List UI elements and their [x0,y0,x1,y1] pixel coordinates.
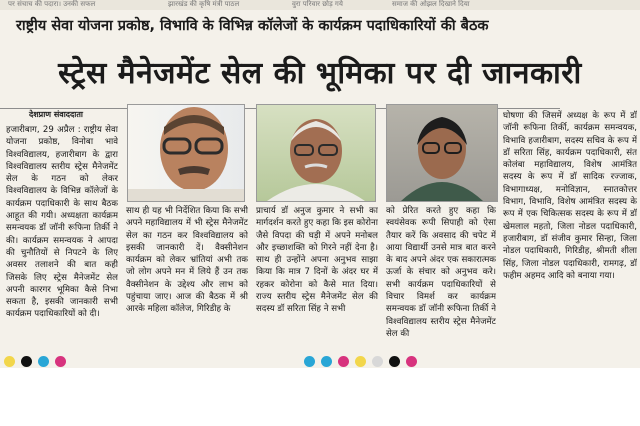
registration-dot [4,356,15,367]
column-3-text: प्राचार्य डॉ अनुज कुमार ने सभी का मार्गदर्शन करते हुए कहा कि इस कोरोना जैसे विपदा की घड़ी में अपने मनोबल और इच्छाशक्ति को गिरने नहीं देना है। साथ ही उन्होंने अपना अनुभव साझा किया कि मात्र 7 दिनों के अंदर घर में रहकर कोरोना को कैसे मात दिया। राज्य स्तरीय स्ट्रेस मैनेजमेंट सेल की सदस्य डॉ सरिता सिंह ने सभी [256,206,378,315]
registration-dot [55,356,66,367]
photo-portrait-man-glasses [127,104,245,202]
strip-text-left: पर संचाच की पदारा। उनकी सफल [8,0,96,8]
article-kicker [0,12,640,40]
registration-dot [406,356,417,367]
previous-article-strip [0,0,640,10]
column-2-text: साथ ही यह भी निर्देशित किया कि सभी अपने महाविद्यालय में भी स्ट्रेस मैनेजमेंट सेल का गठन कर विश्वविद्यालय को इसकी जानकारी दें। वैक्सीनेशन कार्यक्रम को लेकर भ्रांतियां अभी तक जो लोग अपने मन में लिये हैं उन तक वैक्सीनेशन के उद्देश्य और लाभ को पहुंचाया जाए। आज की बैठक में श्री आरके महिला कॉलेज, गिरिडीह के [126,206,248,315]
article-column-4 [386,205,496,356]
registration-dot [338,356,349,367]
strip-text-mid: झारखंड की कृषि मंत्री पाठल [168,0,240,8]
photo-portrait-elderly-man [256,104,376,202]
article-column-5 [503,110,637,356]
page-bottom-margin [0,368,640,426]
registration-dot [38,356,49,367]
registration-marks-right [304,356,417,367]
strip-text-mid2: वुरा परिवार छोड़ गये [292,0,343,8]
photo-portrait-woman-glasses [386,104,498,202]
article-column-3 [256,205,378,356]
registration-marks-left [4,356,66,367]
registration-dot [321,356,332,367]
column-5-text: घोषणा की जिसमें अध्यक्ष के रूप में डॉ जॉनी रूफिना तिर्की, कार्यक्रम समन्वयक, विभावि हजारीबाग, सदस्य सचिव के रूप में डॉ सरिता सिंह, कार्यक्रम पदाधिकारी, संत कोलंबा महाविद्यालय, विशेष आमंत्रित सदस्य के रूप में डॉ सादिक रज्जाक, विभागाध्यक्ष, मनोविज्ञान, स्नातकोत्तर विभाग, विभावि, विशेष आमंत्रित सदस्य के रूप में एक चिकित्सक सदस्य के रूप में डॉ खेमलाल महतो, जिला नोडल पदाधिकारी, हजारीबाग, डॉ संजीव कुमार सिन्हा, जिला नोडल पदाधिकारी, गिरिडीह, श्रीमती शीला सिंह, जिला नोडल पदाधिकारी, रामगढ़, डॉ फहीम अहमद आदि को बनाया गया। [503,111,637,281]
byline: देशप्राण संवाददाता [28,110,83,119]
strip-text-right: समाज की ओझल दिखाने दिया [392,0,470,8]
registration-dot [389,356,400,367]
article-column-2 [126,205,248,356]
column-4-text: को प्रेरित करते हुए कहा कि स्वयंसेवक रूपी सिपाही को ऐसा तैयार करें कि अवसाद की चपेट में आया विद्यार्थी उनसे मात्र बात करने के बाद अपने अंदर एक सकारात्मक ऊर्जा के संचार को अनुभव करे। सभी कार्यक्रम पदाधिकारियों से विचार विमर्श कर कार्यक्रम समन्वयक डॉ जॉनी रूफिना तिर्की ने विश्वविद्यालय स्तरीय स्ट्रेस मैनेजमेंट सेल की [386,206,496,339]
column-1-text: हजारीबाग, 29 अप्रैल : राष्ट्रीय सेवा योजना प्रकोष्ठ, विनोबा भावे विश्वविद्यालय, हजारीबाग के द्वारा विश्वविद्यालय स्तरीय स्ट्रेस मैनेजमेंट सेल के गठन को लेकर विश्वविद्यालय के विभिन्न कॉलेजों के कार्यक्रम पदाधिकारी के साथ बैठक आहूत की गयी। अध्यक्षता कार्यक्रम समन्वयक डॉ जॉनी रूफिना तिर्की ने की। कार्यक्रम समन्वयक ने आपदा की चुनौतियों से निपटने के लिए अवसर तलाशने की बात कही जिसके लिए स्ट्रेस मैनेजमेंट सेल अपनी कारगर भूमिका कैसे निभा सकता है, इसकी जानकारी सभी कार्यक्रम पदाधिकारियों को दी। [6,125,118,320]
registration-dot [372,356,383,367]
article-headline: स्ट्रेस मैनेजमेंट सेल की भूमिका पर दी जानकारी [58,56,582,91]
registration-dot [304,356,315,367]
kicker-text: राष्ट्रीय सेवा योजना प्रकोष्ठ, विभावि के विभिन्न कॉलेजों के कार्यक्रम पदाधिकारियों की बैठक [16,18,489,34]
registration-dot [21,356,32,367]
registration-dot [355,356,366,367]
print-registration-marks [0,356,640,368]
article-column-1 [6,124,118,356]
